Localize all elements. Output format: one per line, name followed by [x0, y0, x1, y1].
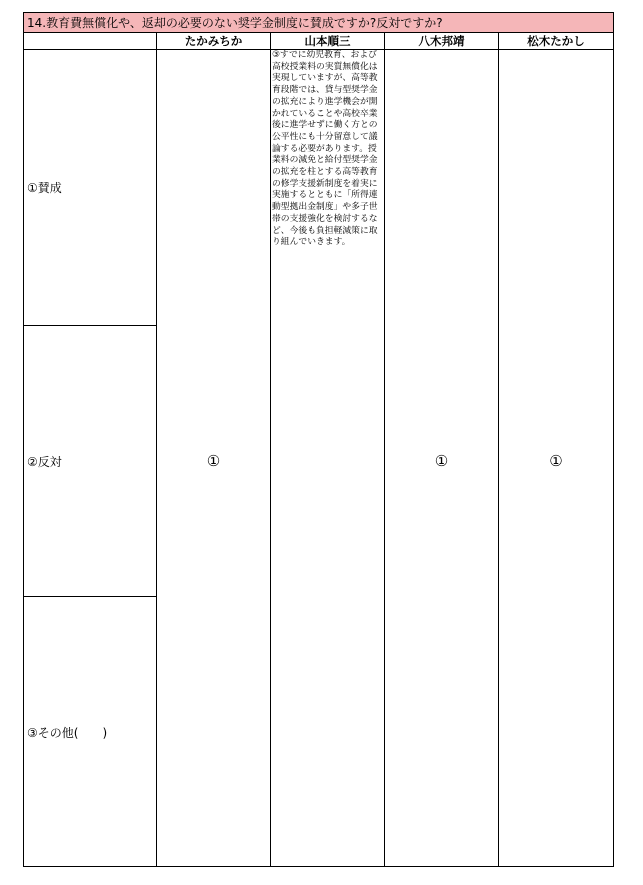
candidate-header-2: 山本順三: [304, 34, 351, 48]
column-divider: [156, 33, 157, 866]
answer-3: ①: [434, 452, 449, 470]
candidate-header-3: 八木邦靖: [418, 34, 465, 48]
header-row: [24, 33, 613, 50]
option-other-label: ③その他( ): [27, 725, 108, 740]
candidate-header-1: たかみちか: [184, 34, 243, 48]
answer-1: ①: [206, 452, 221, 470]
survey-table: [23, 12, 614, 867]
option-support-label: ①賛成: [27, 181, 62, 195]
option-oppose: [24, 326, 156, 596]
option-oppose-label: ②反対: [27, 454, 62, 469]
option-other: [24, 597, 156, 867]
column-divider: [498, 33, 499, 866]
column-divider: [384, 33, 385, 866]
column-divider: [270, 33, 271, 866]
answer-4: ①: [549, 452, 563, 470]
option-support: [24, 50, 156, 325]
candidate-header-4: 松木たかし: [527, 34, 585, 48]
question-title: 14.教育費無償化や、返却の必要のない奨学金制度に賛成ですか?反対ですか?: [24, 13, 613, 33]
answer-2-comment: ③すでに幼児教育、および高校授業料の実質無償化は実現していますが、高等教育段階では、貸与型奨学金の拡充により進学機会が開かれていることや高校卒業後に進学せずに働く方との公平性にも十分留意して議論する必要があります。授業料の減免と給付型奨学金の拡充を柱とする高等教育の修学支援新制度を着実に実施するとともに「所得連動型拠出金制度」や多子世帯の支援強化を検討するなど、今後も負担軽減策に取り組んでいきます。: [272, 50, 378, 248]
